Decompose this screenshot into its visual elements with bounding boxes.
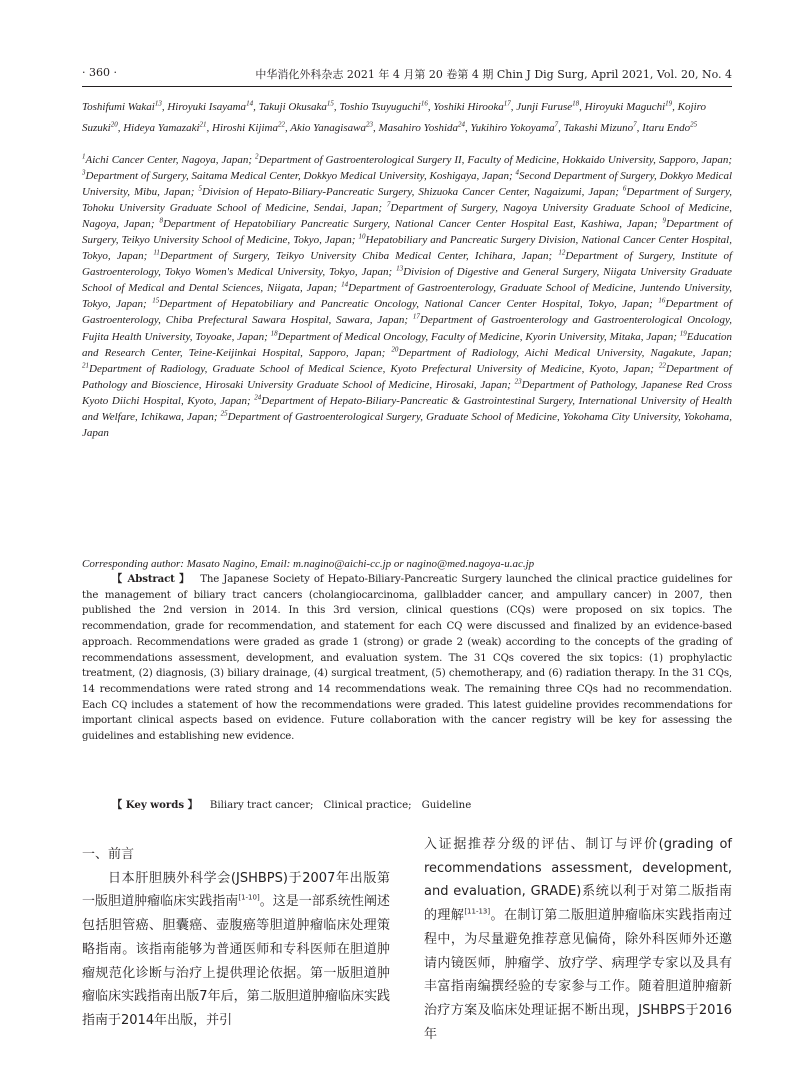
author-name: Akio Yanagisawa	[290, 121, 366, 134]
body-column-left	[82, 843, 390, 1033]
author-affiliation-mark: 16	[420, 99, 428, 108]
affiliation-text: Department of Surgery, Institute of Gastroenterology, Tokyo Women's Medical University, Tokyo, Japan	[82, 250, 732, 279]
affiliation-mark: 23	[514, 377, 522, 385]
affiliation-text: Hepatobiliary and Pancreatic Surgery Division, National Cancer Center Hospital, Tokyo, Japan	[82, 234, 732, 263]
author-affiliation-mark: 24	[458, 119, 466, 128]
affiliation-text: Department of Hepato-Biliary-Pancreatic & Gastrointestinal Surgery, International University of Health and Welfare, Ichikawa, Japan	[82, 394, 732, 423]
affiliation-text: Department of Pathology, Japanese Red Cross Kyoto Diichi Hospital, Kyoto, Japan	[82, 378, 732, 407]
body-text: 。这是一部系统性阐述包括胆管癌、胆囊癌、壶腹癌等胆道肿瘤临床处理策略指南。该指南能够为普通医师和专科医师在胆道肿瘤规范化诊断与治疗上提供理论依据。第一版胆道肿瘤临床实践指南出版7年后，第二版胆道肿瘤临床实践指南于2014年出版，并引	[82, 894, 390, 1028]
affiliation-text: Education and Research Center, Teine-Keijinkai Hospital, Sapporo, Japan	[82, 330, 732, 359]
affiliation-mark: 9	[662, 216, 666, 225]
affiliation-text: Department of Surgery, Teikyo University School of Medicine, Tokyo, Japan	[82, 218, 732, 247]
body-paragraph	[82, 867, 390, 1033]
affiliation-mark: 17	[412, 312, 420, 321]
citation: [1-10]	[238, 894, 260, 903]
author-affiliation-mark: 13	[154, 99, 162, 108]
affiliation-text: Department of Pathology and Bioscience, Hirosaki University Graduate School of Medicine, Hirosaki, Japan	[82, 362, 732, 391]
affiliation-mark: 18	[270, 328, 278, 337]
keywords-label: 【 Key words 】	[112, 799, 198, 811]
author-name: Hideya Yamazaki	[123, 121, 200, 134]
author-affiliation-mark: 14	[246, 99, 254, 108]
author-name: Itaru Endo	[642, 121, 691, 134]
affiliation-text: Department of Gastroenterology and Gastroenterological Oncology, Fujita Health University, Toyoake, Japan	[82, 314, 732, 343]
affiliation-mark: 20	[391, 344, 399, 353]
author-name: Takashi Mizuno	[563, 121, 634, 134]
abstract-text: The Japanese Society of Hepato-Biliary-Pancreatic Surgery launched the clinical practice guidelines for the management of biliary tract cancers (cholangiocarcinoma, gallbladder cancer, and ampullary cancer) in 2007, then published the 2nd version in 2014. In this 3rd version, clinical questions (CQs) were proposed on six topics. The recommendation, grade for recommendation, and statement for each CQ were discussed and finalized by an evidence-based approach. Recommendations were graded as grade 1 (strong) or grade 2 (weak) according to the concepts of the grading of recommendations assessment, development, and evaluation system. The 31 CQs covered the six topics: (1) prophylactic treatment, (2) diagnosis, (3) biliary drainage, (4) surgical treatment, (5) chemotherapy, and (6) radiation therapy. In the 31 CQs, 14 recommendations were rated strong and 14 recommendations weak. The remaining three CQs had no recommendation. Each CQ includes a statement of how the recommendations were graded. This latest guideline provides recommendations for important clinical aspects based on evidence. Future collaboration with the cancer registry will be key for assessing the guidelines and establishing new evidence.	[82, 574, 732, 743]
author-list: Toshifumi Wakai$^{13}$, Hiroyuki Isayama$^{14}$, Takuji Okusaka$^{15}$, Toshio Tsuyuguchi$^{16}$, Yoshiki Hirooka$^{17}$, Junji Furuse$^{18}$, Hiroyuki Maguchi$^{19}$, Kojiro Suzuki$^{20}$, Hideya Yamazaki$^{21}$, Hiroshi Kijima$^{22}$, Akio Yanagisawa$^{23}$, Masahiro Yoshida$^{24}$, Yukihiro Yokoyama$^7$, Takashi Mizuno$^7$, Itaru Endo$^{25}$	[82, 99, 706, 134]
author-name: Masahiro Yoshida	[378, 121, 459, 134]
affiliation-text: Department of Gastroenterological Surgery, Graduate School of Medicine, Yokohama City University, Yokohama, Japan	[82, 410, 732, 439]
body-text: 入证据推荐分级的评估、制订与评价(grading of recommendations assessment, development, and evaluation, GRADE)系统以利于对第二版指南的理解	[424, 837, 732, 924]
affiliation-mark: 3	[82, 168, 86, 177]
affiliation-text: Department of Surgery, Tohoku University Graduate School of Medicine, Sendai, Japan	[82, 186, 732, 215]
affiliation-text: Second Department of Surgery, Dokkyo Medical University, Mibu, Japan	[82, 170, 732, 199]
affiliation-text: Department of Medical Oncology, Faculty of Medicine, Kyorin University, Mitaka, Japan	[277, 330, 674, 343]
body-column-right	[424, 833, 732, 1046]
author-name: Hiroyuki Isayama	[167, 101, 247, 113]
affiliation-list: $^1$Aichi Cancer Center, Nagoya, Japan; $^2$Department of Gastroenterological Surgery II, Faculty of Medicine, Hokkaido University, Sapporo, Japan; $^3$Department of Surgery, Saitama Medical Center, Dokkyo Medical University, Koshigaya, Japan; $^4$Second Department of Surgery, Dokkyo Medical University, Mibu, Japan; $^5$Division of Hepato-Biliary-Pancreatic Surgery, Shizuoka Cancer Center, Nagaizumi, Japan; $^6$Department of Surgery, Tohoku University Graduate School of Medicine, Sendai, Japan; $^7$Department of Surgery, Nagoya University Graduate School of Medicine, Nagoya, Japan; $^8$Department of Hepatobiliary Pancreatic Surgery, National Cancer Center Hospital East, Kashiwa, Japan; $^9$Department of Surgery, Teikyo University School of Medicine, Tokyo, Japan; $^{10}$Hepatobiliary and Pancreatic Surgery Division, National Cancer Center Hospital, Tokyo, Japan; $^{11}$Department of Surgery, Teikyo University Chiba Medical Center, Ichihara, Japan; $^{12}$Department of Surgery, Institute of Gastroenterology, Tokyo Women's Medical University, Tokyo, Japan; $^{13}$Division of Digestive and General Surgery, Niigata University Graduate School of Medical and Dental Sciences, Niigata, Japan; $^{14}$Department of Gastroenterology, Graduate School of Medicine, Juntendo University, Tokyo, Japan; $^{15}$Department of Hepatobiliary and Pancreatic Oncology, National Cancer Center Hospital, Tokyo, Japan; $^{16}$Department of Gastroenterology, Chiba Prefectural Sawara Hospital, Sawara, Japan; $^{17}$Department of Gastroenterology and Gastroenterological Oncology, Fujita Health University, Toyoake, Japan; $^{18}$Department of Medical Oncology, Faculty of Medicine, Kyorin University, Mitaka, Japan; $^{19}$Education and Research Center, Teine-Keijinkai Hospital, Sapporo, Japan; $^{20}$Department of Radiology, Aichi Medical University, Nagakute, Japan; $^{21}$Department of Radiology, Graduate School of Medical Science, Kyoto Prefectural University of Medicine, Kyoto, Japan; $^{22}$Department of Pathology and Bioscience, Hirosaki University Graduate School of Medicine, Hirosaki, Japan; $^{23}$Department of Pathology, Japanese Red Cross Kyoto Diichi Hospital, Kyoto, Japan; $^{24}$Department of Hepato-Biliary-Pancreatic & Gastrointestinal Surgery, International University of Health and Welfare, Ichikawa, Japan; $^{25}$Department of Gastroenterological Surgery, Graduate School of Medicine, Yokohama City University, Yokohama, Japan	[82, 152, 732, 439]
keyword-item: Clinical practice;	[323, 800, 412, 811]
author-name: Yoshiki Hirooka	[433, 101, 504, 113]
citation: [11-13]	[464, 907, 491, 916]
abstract-label: 【 Abstract 】	[112, 573, 191, 585]
keyword-item: Biliary tract cancer;	[209, 800, 314, 811]
author-name: Hiroyuki Maguchi	[584, 101, 666, 113]
running-header	[82, 66, 732, 86]
author-name: Yukihiro Yokoyama	[470, 121, 555, 134]
author-affiliation-mark: 7	[554, 119, 559, 128]
author-affiliation-mark: 20	[110, 119, 118, 128]
author-affiliation-mark: 17	[503, 99, 511, 108]
affiliation-mark: 25	[220, 409, 228, 418]
affiliation-mark: 11	[153, 248, 160, 257]
affiliation-mark: 1	[82, 152, 86, 161]
affiliation-mark: 14	[341, 280, 349, 289]
author-affiliation-mark: 25	[690, 119, 698, 128]
author-name: Toshifumi Wakai	[82, 101, 155, 113]
keyword-item: Guideline	[421, 800, 472, 811]
affiliation-mark: 19	[679, 328, 687, 337]
affiliation-mark: 21	[82, 360, 89, 369]
journal-citation: 中华消化外科杂志 2021 年 4 月第 20 卷第 4 期 Chin J Dig Surg, April 2021, Vol. 20, No. 4	[255, 68, 732, 81]
author-name: Junji Furuse	[516, 101, 573, 113]
affiliation-mark: 8	[159, 216, 163, 225]
author-name: Takuji Okusaka	[258, 101, 327, 113]
body-text: 。在制订第二版胆道肿瘤临床实践指南过程中，为尽量避免推荐意见偏倚，除外科医师外还邀请内镜医师，肿瘤学、放疗学、病理学专家以及具有丰富指南编撰经验的专家参与工作。随着胆道肿瘤新治疗方案及临床处理证据不断出现，JSHBPS于2016年	[424, 908, 732, 1042]
corresponding-author: Corresponding author: Masato Nagino, Email: m.nagino@aichi-cc.jp or nagino@med.nagoya-u.ac.jp	[82, 558, 535, 570]
affiliation-text: Department of Gastroenterological Surgery II, Faculty of Medicine, Hokkaido University, Sapporo, Japan	[258, 154, 729, 166]
affiliation-mark: 13	[396, 264, 404, 273]
author-affiliation-mark: 15	[326, 99, 334, 108]
author-affiliation-mark: 19	[665, 99, 673, 108]
author-affiliation-mark: 23	[365, 119, 373, 128]
affiliation-mark: 22	[658, 360, 666, 369]
affiliation-text: Department of Hepatobiliary and Pancreatic Oncology, National Cancer Center Hospital, Tokyo, Japan	[159, 298, 650, 311]
affiliation-mark: 24	[254, 393, 262, 402]
affiliation-text: Department of Surgery, Teikyo University Chiba Medical Center, Ichihara, Japan	[159, 250, 549, 263]
affiliation-mark: 5	[198, 184, 202, 193]
body-text: 日本肝胆胰外科学会(JSHBPS)于2007年出版第一版胆道肿瘤临床实践指南	[82, 870, 390, 910]
body-paragraph	[424, 833, 732, 1046]
author-affiliation-mark: 7	[633, 119, 637, 128]
affiliation-text: Department of Surgery, Nagoya University Graduate School of Medicine, Nagoya, Japan	[82, 202, 732, 231]
author-name: Toshio Tsuyuguchi	[339, 101, 421, 113]
affiliation-mark: 16	[658, 296, 666, 305]
author-affiliation-mark: 21	[199, 119, 207, 128]
author-affiliation-mark: 22	[277, 119, 285, 128]
affiliation-text: Aichi Cancer Center, Nagoya, Japan	[85, 154, 249, 166]
keywords	[82, 797, 732, 814]
affiliation-mark: 7	[386, 200, 391, 209]
affiliation-text: Division of Digestive and General Surgery, Niigata University Graduate School of Medical and Dental Sciences, Niigata, Japan	[82, 266, 732, 295]
section-title: 一、前言	[82, 847, 135, 862]
affiliation-text: Department of Radiology, Aichi Medical University, Nagakute, Japan	[398, 346, 729, 359]
affiliation-mark: 15	[152, 296, 160, 305]
header-rule	[82, 86, 732, 87]
page-number: · 360 ·	[82, 66, 117, 79]
author-name: Kojiro Suzuki	[82, 101, 706, 134]
author-name: Hiroshi Kijima	[212, 121, 278, 134]
affiliation-mark: 6	[622, 184, 627, 193]
affiliation-text: Department of Hepatobiliary Pancreatic Surgery, National Cancer Center Hospital East, Kashiwa, Japan	[162, 218, 654, 231]
affiliation-text: Division of Hepato-Biliary-Pancreatic Surgery, Shizuoka Cancer Center, Nagaizumi, Japan	[201, 186, 616, 199]
affiliation-text: Department of Surgery, Saitama Medical Center, Dokkyo Medical University, Koshigaya, Japan	[85, 170, 509, 183]
affiliation-mark: 2	[255, 152, 259, 161]
affiliation-mark: 10	[358, 232, 366, 241]
author-affiliation-mark: 18	[572, 99, 580, 108]
affiliation-mark: 4	[515, 168, 519, 177]
abstract	[82, 572, 732, 745]
affiliation-text: Department of Radiology, Graduate School of Medical Science, Kyoto Prefectural University of Medicine, Kyoto, Japan	[89, 362, 651, 375]
affiliation-mark: 12	[558, 248, 566, 257]
affiliation-text: Department of Gastroenterology, Chiba Prefectural Sawara Hospital, Sawara, Japan	[82, 298, 732, 327]
affiliation-text: Department of Gastroenterology, Graduate School of Medicine, Juntendo University, Tokyo, Japan	[82, 282, 732, 311]
